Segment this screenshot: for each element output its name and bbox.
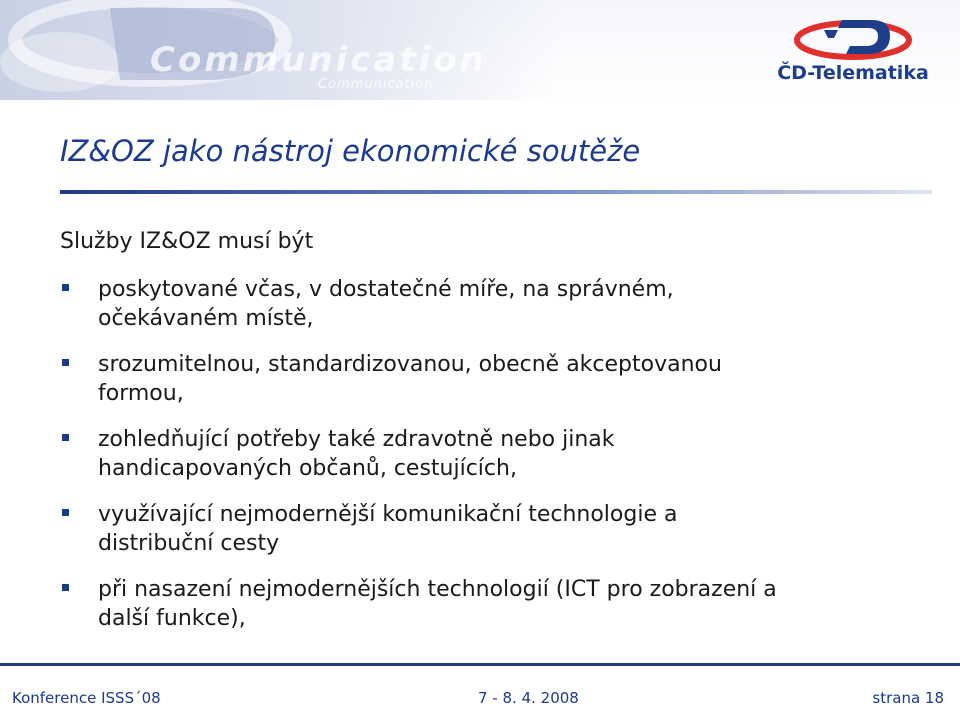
bullet-line: zohledňující potřeby také zdravotně nebo jinak — [98, 427, 615, 452]
bullet-list — [62, 275, 942, 650]
bullet-line: handicapovaných občanů, cestujících, — [98, 456, 517, 481]
banner-text: Communication — [150, 40, 487, 80]
bullet-item — [62, 500, 942, 558]
footer-page-number: strana 18 — [872, 689, 944, 707]
cd-telematika-logo — [768, 10, 938, 92]
slide-header — [0, 0, 960, 100]
cd-logo-icon — [790, 14, 916, 62]
bullet-line: srozumitelnou, standardizovanou, obecně akceptovanou — [98, 352, 722, 377]
bullet-item — [62, 350, 942, 408]
square-bullet-icon — [62, 509, 69, 516]
bullet-line: očekávaném místě, — [98, 306, 314, 331]
bullet-line: poskytované včas, v dostatečné míře, na správném, — [98, 277, 674, 302]
bullet-line: formou, — [98, 381, 184, 406]
bullet-line: využívající nejmodernější komunikační technologie a — [98, 502, 678, 527]
bullet-line: další funkce), — [98, 606, 246, 631]
bullet-item — [62, 425, 942, 483]
square-bullet-icon — [62, 584, 69, 591]
banner-subtext: Communication — [318, 77, 434, 92]
square-bullet-icon — [62, 284, 69, 291]
communication-banner — [0, 0, 560, 100]
bullet-line: při nasazení nejmodernějších technologií (ICT pro zobrazení a — [98, 577, 777, 602]
bullet-item — [62, 275, 942, 333]
footer-date: 7 - 8. 4. 2008 — [478, 689, 579, 707]
intro-text: Služby IZ&OZ musí být — [60, 229, 314, 254]
slide-title: IZ&OZ jako nástroj ekonomické soutěže — [60, 134, 641, 168]
square-bullet-icon — [62, 434, 69, 441]
square-bullet-icon — [62, 359, 69, 366]
footer-divider — [0, 663, 960, 666]
footer-conference: Konference ISSS´08 — [12, 689, 161, 707]
bullet-line: distribuční cesty — [98, 531, 280, 556]
logo-text: ČD-Telematika — [777, 62, 929, 84]
title-underline — [60, 190, 932, 194]
bullet-item — [62, 575, 942, 633]
